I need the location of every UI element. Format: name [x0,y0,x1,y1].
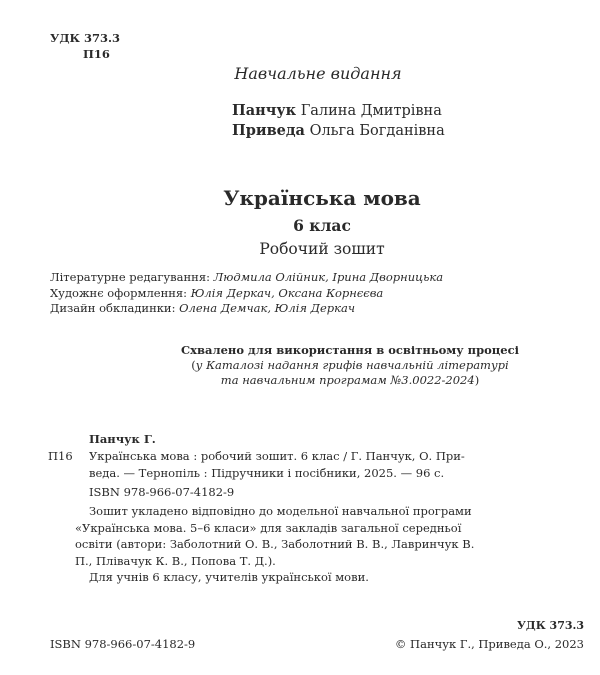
biblio-author: Панчук Г. [89,432,156,446]
approval-line-3 [100,373,600,388]
footer-isbn: ISBN 978-966-07-4182-9 [50,637,196,651]
credit-art-design [50,286,443,302]
author-1-name: Галина Дмитрівна [300,103,442,119]
annotation-line-1: Зошит укладено відповідно до модельної навчальної програми [89,504,472,518]
paren-close: ) [474,373,480,387]
library-code: П16 [83,47,110,61]
book-title: Українська мова [223,186,421,210]
author-2-surname: Приведа [232,122,305,139]
biblio-code: П16 [48,449,73,463]
biblio-isbn: ISBN 978-966-07-4182-9 [89,485,235,499]
footer-udk: УДК 373.3 [517,619,584,632]
book-subtitle: Робочий зошит [259,240,385,258]
credit-role: Літературне редагування: [50,270,210,284]
credit-people: Людмила Олійник, Ірина Дворницька [213,270,444,284]
annotation-line-2: «Українська мова. 5–6 класи» для закладів загальної середньої [75,520,462,535]
credits-block [50,270,443,317]
author-1 [232,101,445,121]
annotation-block [75,503,559,586]
author-2 [232,121,445,141]
approval-line-2 [100,358,600,373]
udk-code: УДК 373.3 [50,31,121,45]
credit-role: Художнє оформлення: [50,285,188,300]
footer-copyright: © Панчук Г., Приведа О., 2023 [394,637,584,651]
book-grade: 6 клас [293,216,351,235]
biblio-description-line-1: Українська мова : робочий зошит. 6 клас / Г. Панчук, О. При- [89,449,465,463]
author-2-name: Ольга Богданівна [309,123,445,139]
author-1-surname: Панчук [232,102,297,119]
credit-literary-editing [50,270,443,286]
biblio-description-line-2: веда. — Тернопіль : Підручники і посібники, 2025. — 96 с. [89,466,445,480]
credit-cover-design [50,301,443,317]
credit-role: Дизайн обкладинки: [50,301,176,315]
approval-block [0,343,600,388]
annotation-line-5: Для учнів 6 класу, учителів української мови. [89,570,369,584]
approval-program-text: та навчальним програмам №3.0022-2024 [220,373,475,387]
udk-header [50,30,120,62]
credit-people: Юлія Деркач, Оксана Корнєєва [190,285,384,300]
approval-catalog-text: у Каталозі надання грифів навчальній літературі [195,358,509,372]
edition-type: Навчальне видання [234,64,402,83]
paren-open: ( [191,358,196,372]
credit-people: Олена Демчак, Юлія Деркач [179,301,356,315]
approval-line-1: Схвалено для використання в освітньому процесі [181,343,519,357]
annotation-line-3: освіти (автори: Заболотний О. В., Заболотний В. В., Лавринчук В. [75,537,475,551]
annotation-line-4: П., Плівачук К. В., Попова Т. Д.). [75,553,276,568]
authors-block [232,101,445,141]
